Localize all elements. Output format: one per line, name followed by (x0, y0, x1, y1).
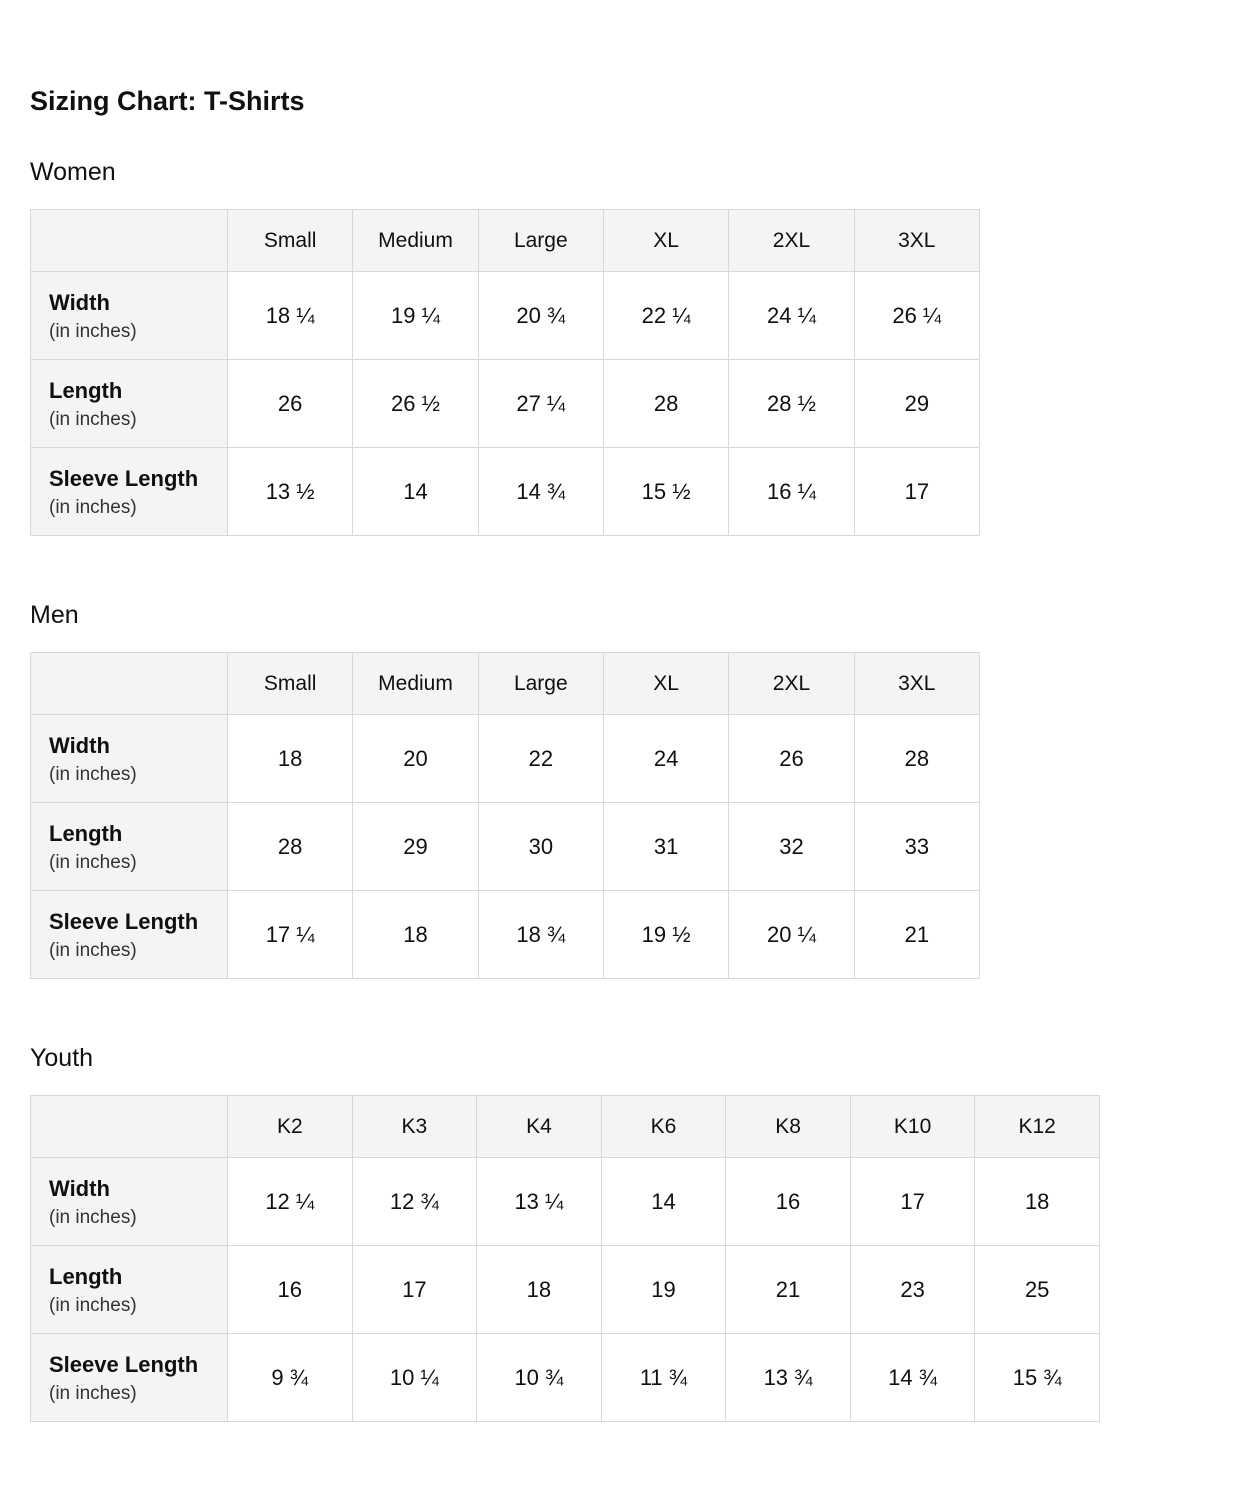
row-label-title: Length (49, 1264, 123, 1290)
sizing-chart-page (0, 85, 1250, 1482)
size-value: 13 ½ (228, 448, 353, 536)
row-label-width (31, 1158, 228, 1246)
row-label-sleeve-length (31, 891, 228, 979)
row-label-unit: (in inches) (49, 1382, 137, 1404)
size-value: 22 (478, 715, 603, 803)
row-label-unit: (in inches) (49, 763, 137, 785)
size-value: 30 (478, 803, 603, 891)
size-value: 14 (353, 448, 478, 536)
size-value: 14 (601, 1158, 726, 1246)
size-value: 28 (603, 360, 728, 448)
section-heading-men: Men (30, 601, 79, 630)
size-value: 28 (854, 715, 979, 803)
row-label-sleeve-length (31, 1334, 228, 1422)
size-value: 13 ¾ (726, 1334, 851, 1422)
size-value: 26 (228, 360, 353, 448)
size-value: 26 ½ (353, 360, 478, 448)
size-value: 19 (601, 1246, 726, 1334)
row-label-unit: (in inches) (49, 1206, 137, 1228)
row-label-width (31, 272, 228, 360)
row-label-title: Width (49, 1176, 110, 1202)
size-value: 18 (477, 1246, 602, 1334)
size-value: 17 (854, 448, 979, 536)
size-value: 14 ¾ (850, 1334, 975, 1422)
row-label-title: Width (49, 290, 110, 316)
size-value: 33 (854, 803, 979, 891)
row-label-unit: (in inches) (49, 408, 137, 430)
column-header-2xl: 2XL (729, 653, 854, 715)
size-value: 20 ¾ (478, 272, 603, 360)
size-value: 32 (729, 803, 854, 891)
column-header-xl: XL (603, 653, 728, 715)
size-value: 17 (850, 1158, 975, 1246)
row-label-length (31, 803, 228, 891)
youth-length-row (31, 1246, 1100, 1334)
size-value: 23 (850, 1246, 975, 1334)
section-men (30, 600, 1220, 979)
size-value: 11 ¾ (601, 1334, 726, 1422)
size-value: 10 ¾ (477, 1334, 602, 1422)
size-value: 22 ¼ (603, 272, 728, 360)
column-header-3xl: 3XL (854, 653, 979, 715)
column-header-large: Large (478, 653, 603, 715)
column-header-2xl: 2XL (729, 210, 854, 272)
youth-header-row (31, 1096, 1100, 1158)
size-value: 16 ¼ (729, 448, 854, 536)
youth-size-table (30, 1095, 1100, 1422)
size-value: 24 (603, 715, 728, 803)
size-value: 19 ¼ (353, 272, 478, 360)
column-header-medium: Medium (353, 653, 478, 715)
women-width-row (31, 272, 980, 360)
women-size-table (30, 209, 980, 536)
row-label-unit: (in inches) (49, 939, 137, 961)
youth-width-row (31, 1158, 1100, 1246)
column-header-k3: K3 (352, 1096, 477, 1158)
column-header-large: Large (478, 210, 603, 272)
men-sleeve-row (31, 891, 980, 979)
size-value: 27 ¼ (478, 360, 603, 448)
column-header-medium: Medium (353, 210, 478, 272)
women-header-row (31, 210, 980, 272)
row-label-title: Length (49, 378, 123, 404)
section-youth (30, 1043, 1220, 1422)
row-label-title: Sleeve Length (49, 1352, 199, 1378)
column-header-k10: K10 (850, 1096, 975, 1158)
section-heading-youth: Youth (30, 1044, 94, 1073)
column-header-3xl: 3XL (854, 210, 979, 272)
column-header-xl: XL (603, 210, 728, 272)
size-value: 20 (353, 715, 478, 803)
size-value: 31 (603, 803, 728, 891)
size-value: 28 ½ (729, 360, 854, 448)
row-label-title: Length (49, 821, 123, 847)
corner-cell (31, 653, 228, 715)
size-value: 17 ¼ (228, 891, 353, 979)
size-value: 12 ¾ (352, 1158, 477, 1246)
women-length-row (31, 360, 980, 448)
size-value: 12 ¼ (228, 1158, 353, 1246)
size-value: 18 (228, 715, 353, 803)
men-length-row (31, 803, 980, 891)
size-value: 19 ½ (603, 891, 728, 979)
column-header-k6: K6 (601, 1096, 726, 1158)
row-label-unit: (in inches) (49, 320, 137, 342)
size-value: 18 (353, 891, 478, 979)
size-value: 20 ¼ (729, 891, 854, 979)
corner-cell (31, 1096, 228, 1158)
row-label-unit: (in inches) (49, 1294, 137, 1316)
size-value: 28 (228, 803, 353, 891)
size-value: 21 (854, 891, 979, 979)
size-value: 15 ¾ (975, 1334, 1100, 1422)
men-header-row (31, 653, 980, 715)
row-label-title: Width (49, 733, 110, 759)
row-label-unit: (in inches) (49, 496, 137, 518)
men-width-row (31, 715, 980, 803)
size-value: 15 ½ (603, 448, 728, 536)
column-header-k2: K2 (228, 1096, 353, 1158)
size-value: 18 ¼ (228, 272, 353, 360)
size-value: 9 ¾ (228, 1334, 353, 1422)
page-title: Sizing Chart: T-Shirts (30, 86, 305, 116)
size-value: 16 (228, 1246, 353, 1334)
size-value: 24 ¼ (729, 272, 854, 360)
section-heading-women: Women (30, 158, 116, 187)
column-header-k12: K12 (975, 1096, 1100, 1158)
women-sleeve-row (31, 448, 980, 536)
size-value: 10 ¼ (352, 1334, 477, 1422)
men-size-table (30, 652, 980, 979)
size-value: 18 (975, 1158, 1100, 1246)
row-label-length (31, 1246, 228, 1334)
column-header-small: Small (228, 653, 353, 715)
row-label-title: Sleeve Length (49, 909, 199, 935)
section-women (30, 157, 1220, 536)
size-value: 13 ¼ (477, 1158, 602, 1246)
column-header-k4: K4 (477, 1096, 602, 1158)
size-value: 26 ¼ (854, 272, 979, 360)
size-value: 17 (352, 1246, 477, 1334)
size-value: 21 (726, 1246, 851, 1334)
column-header-small: Small (228, 210, 353, 272)
row-label-sleeve-length (31, 448, 228, 536)
size-value: 18 ¾ (478, 891, 603, 979)
size-value: 16 (726, 1158, 851, 1246)
corner-cell (31, 210, 228, 272)
row-label-title: Sleeve Length (49, 466, 199, 492)
size-value: 25 (975, 1246, 1100, 1334)
row-label-length (31, 360, 228, 448)
row-label-unit: (in inches) (49, 851, 137, 873)
youth-sleeve-row (31, 1334, 1100, 1422)
size-value: 14 ¾ (478, 448, 603, 536)
size-value: 29 (854, 360, 979, 448)
row-label-width (31, 715, 228, 803)
column-header-k8: K8 (726, 1096, 851, 1158)
size-value: 29 (353, 803, 478, 891)
size-value: 26 (729, 715, 854, 803)
